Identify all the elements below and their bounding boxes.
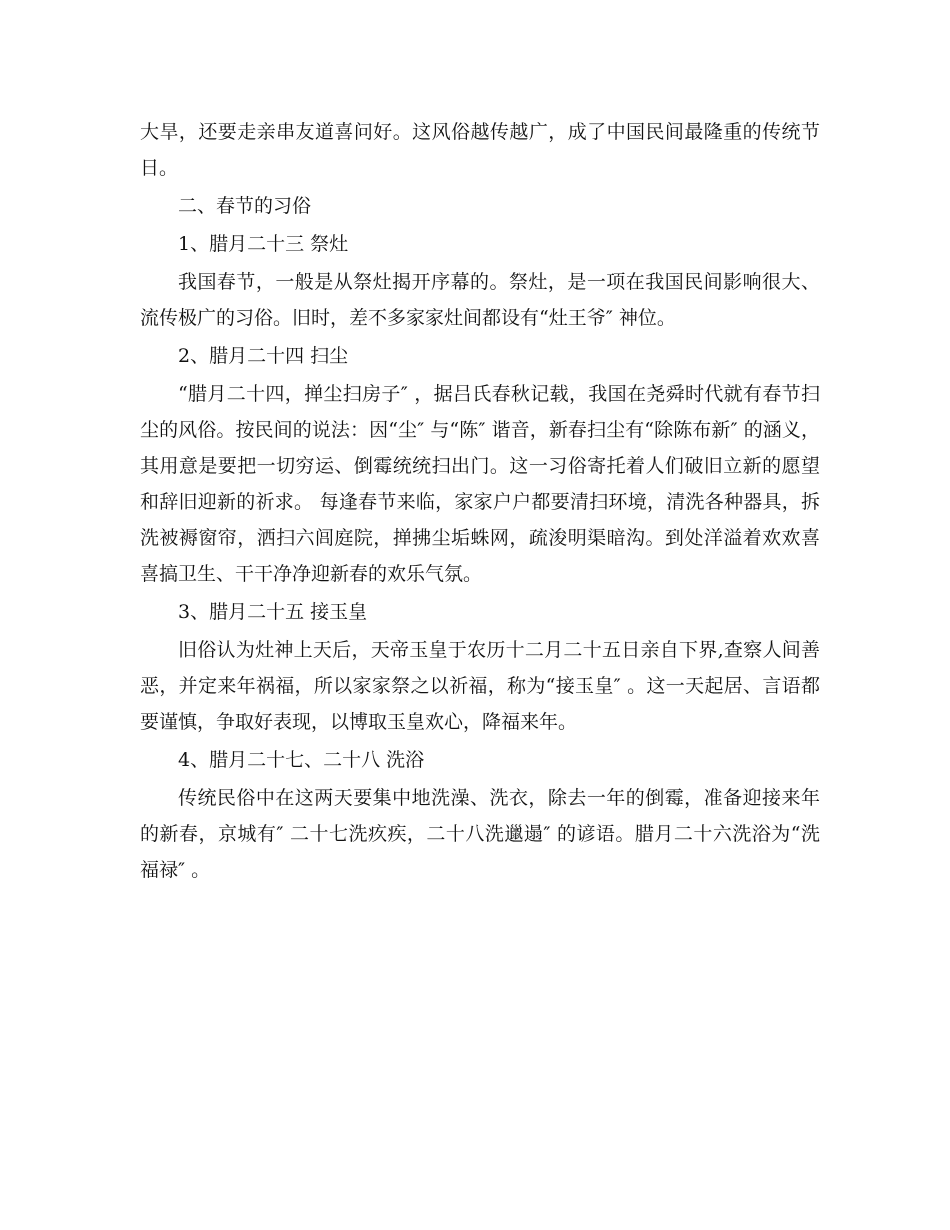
paragraph-bathing: 传统民俗中在这两天要集中地洗澡、洗衣，除去一年的倒霉，准备迎接来年的新春，京城有″ 二十七洗疚疾，二十八洗邋遢″ 的谚语。腊月二十六洗浴为“洗福禄″ 。 [140, 787, 820, 881]
paragraph-kitchen-god: 我国春节，一般是从祭灶揭开序幕的。祭灶，是一项在我国民间影响很大、流传极广的习俗。旧时，差不多家家灶间都设有“灶王爷″ 神位。 [140, 271, 820, 329]
paragraph-sweeping-dust: “腊月二十四，掸尘扫房子″ ，据吕氏春秋记载，我国在尧舜时代就有春节扫尘的风俗。按民间的说法：因“尘″ 与“陈″ 谐音，新春扫尘有“除陈布新″ 的涵义，其用意是要把一切穷运、倒霉统统扫出门。这一习俗寄托着人们破旧立新的愿望和辞旧迎新的祈求。 每逢春节来临，家家户户都要清扫环境，清洗各种器具，拆洗被褥窗帘，洒扫六闾庭院，掸拂尘垢蛛网，疏浚明渠暗沟。到处洋溢着欢欢喜喜搞卫生、干干净净迎新春的欢乐气氛。 [140, 383, 820, 585]
subheading-kitchen-god: 1、腊月二十三 祭灶 [178, 233, 349, 255]
paragraph-jade-emperor: 旧俗认为灶神上天后，天帝玉皇于农历十二月二十五日亲自下界,查察人间善恶，并定来年祸福，所以家家祭之以祈福，称为“接玉皇″ 。这一天起居、言语都要谨慎，争取好表现，以博取玉皇欢心，降福来年。 [140, 639, 820, 733]
document-body [140, 114, 820, 890]
subheading-jade-emperor: 3、腊月二十五 接玉皇 [178, 601, 368, 623]
subheading-sweeping-dust: 2、腊月二十四 扫尘 [178, 345, 349, 367]
section-heading-spring-festival-customs: 二、春节的习俗 [178, 195, 312, 217]
paragraph-continuation: 大旱，还要走亲串友道喜问好。这风俗越传越广，成了中国民间最隆重的传统节日。 [140, 121, 820, 179]
subheading-bathing: 4、腊月二十七、二十八 洗浴 [178, 749, 425, 771]
